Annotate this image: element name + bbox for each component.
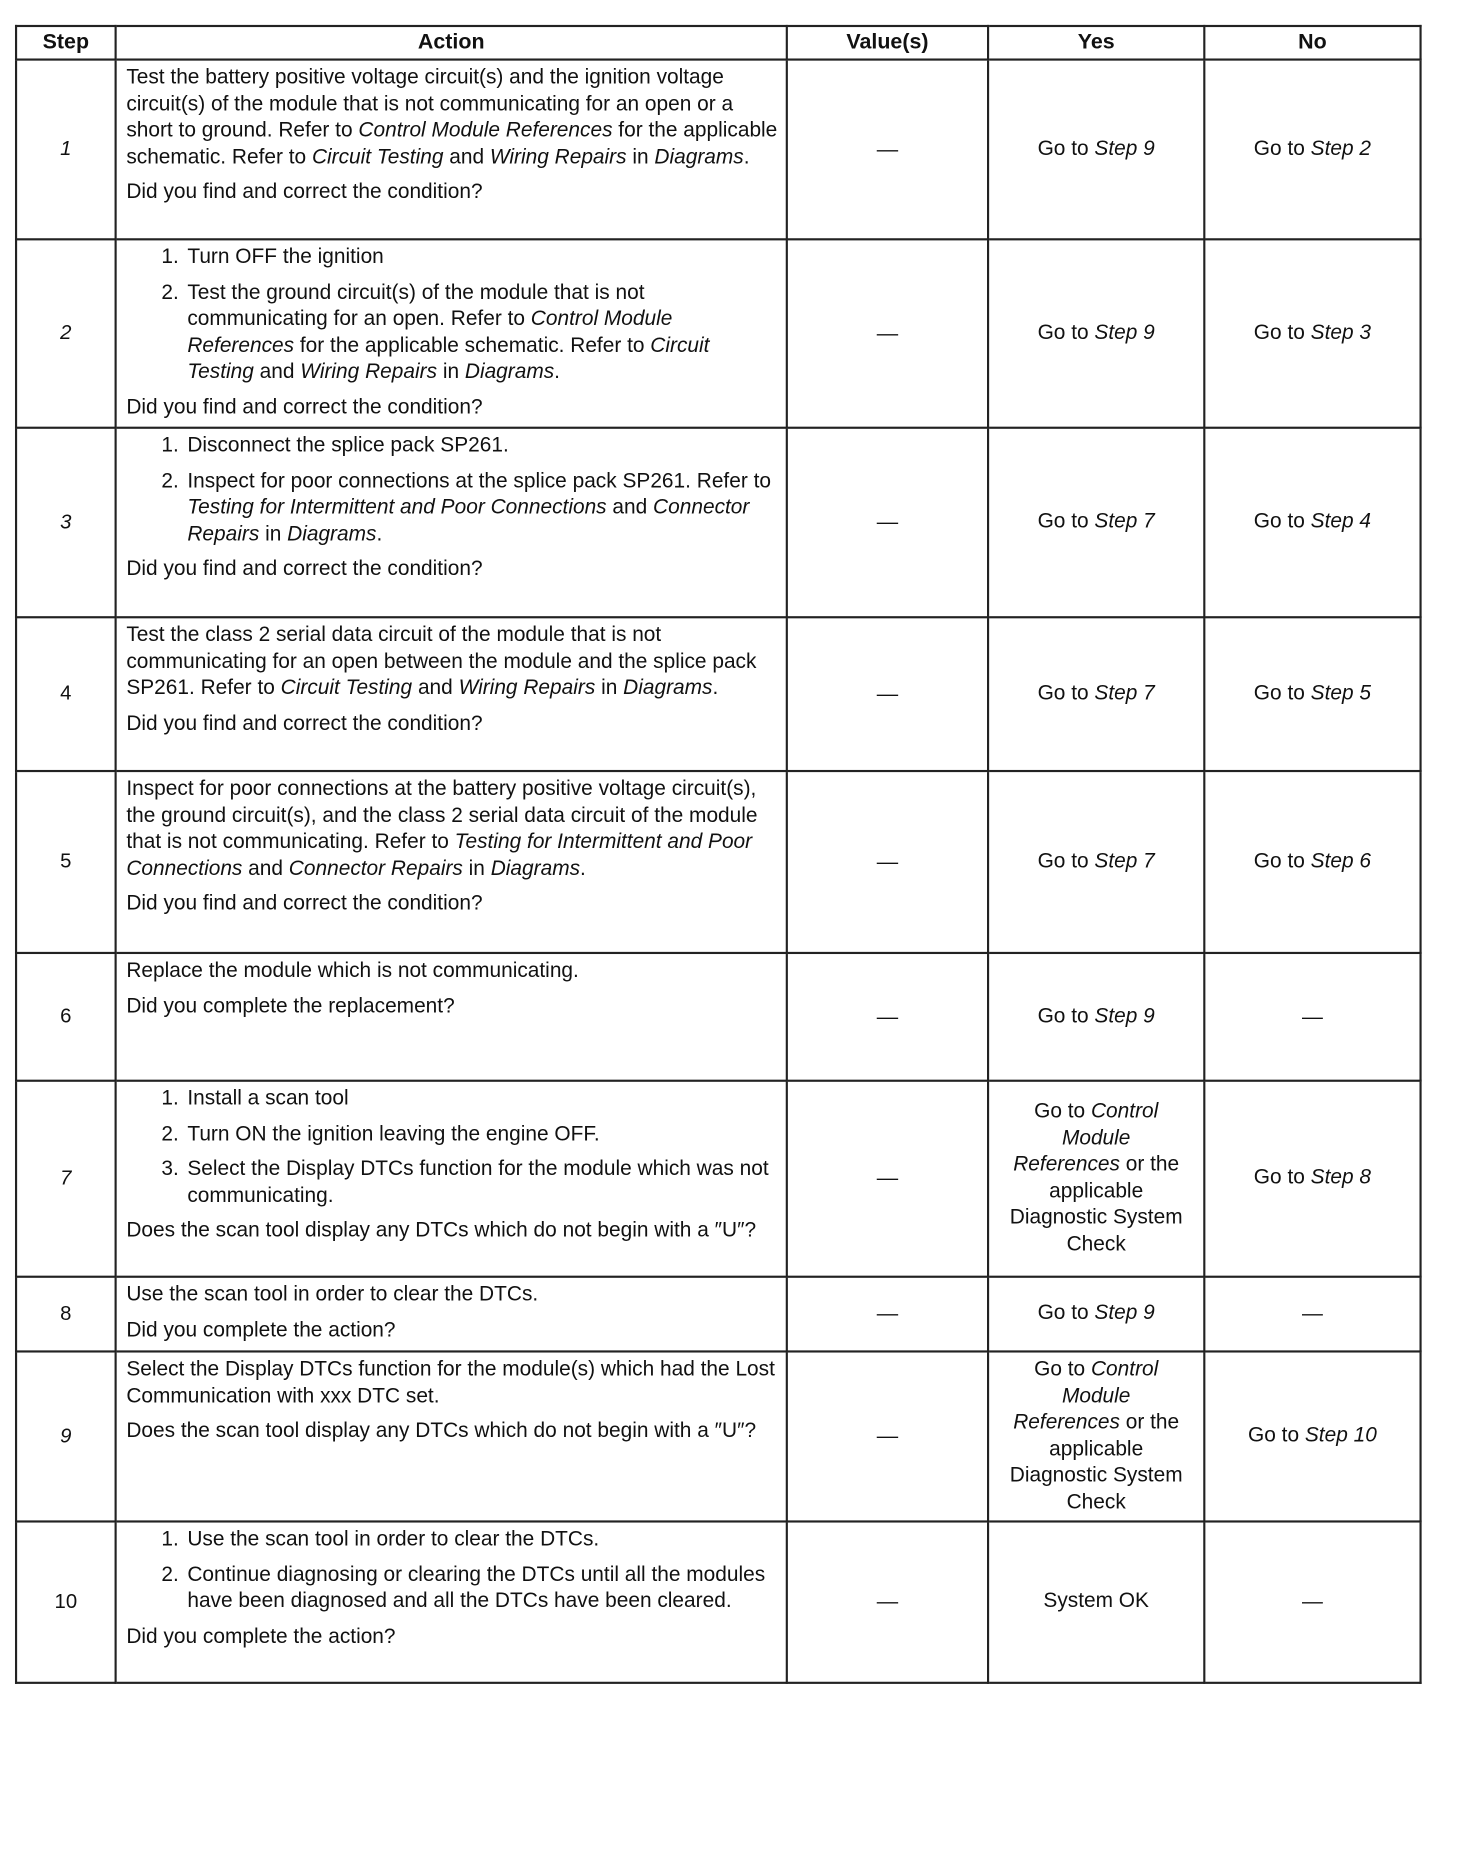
action-intro: Select the Display DTCs function for the module(s) which had the Lost Communication with xxx DTC set. [126,1356,775,1408]
action-question: Did you complete the action? [126,1623,396,1648]
action-intro: Inspect for poor connections at the battery positive voltage circuit(s), the ground circuit(s), and the class 2 serial data circuit of the module that is not communicating. Refer to Testing for Intermittent and Poor Connections and Connector Repairs in Diagrams. [126,776,758,880]
no-cell: — [1204,953,1420,1081]
value-cell: — [787,1351,988,1521]
no-cell: Go to Step 4 [1204,428,1420,618]
no-cell: Go to Step 8 [1204,1081,1420,1277]
action-cell [116,1081,787,1277]
yes-step-link[interactable]: Step 9 [1094,136,1155,160]
no-cell: Go to Step 3 [1204,239,1420,427]
yes-step-link[interactable]: Step 7 [1094,680,1155,705]
header-no: No [1204,26,1420,60]
no-step-link[interactable]: Step 4 [1310,509,1372,534]
table-row [16,1351,1420,1521]
action-intro: Test the class 2 serial data circuit of the module that is not communicating for an open between the module and the splice pack SP261. Refer to Circuit Testing and Wiring Repairs in Diagrams. [126,622,757,700]
action-cell [116,60,787,240]
yes-cell: Go to Step 7 [988,771,1204,953]
step-number: 5 [16,771,116,953]
action-list-item: 1. Use the scan tool in order to clear the DTCs. [161,1526,600,1551]
yes-step-link[interactable]: Step 9 [1094,320,1155,345]
no-step-link[interactable]: Step 5 [1310,680,1372,705]
action-list-item: 2. Turn ON the ignition leaving the engine OFF. [161,1121,600,1146]
action-list-item: 2. Test the ground circuit(s) of the module that is not communicating for an open. Refer to Control Module References for the applicable schematic. Refer to Circuit Testing and Wiring Repairs in Diagrams. [161,279,710,384]
yes-reference-link[interactable]: Control Module References [1013,1356,1159,1434]
table-row [16,617,1420,771]
action-question: Did you find and correct the condition? [126,179,483,204]
yes-cell [988,1521,1204,1682]
table-row [16,428,1420,618]
action-list-item: 1. Disconnect the splice pack SP261. [161,433,509,457]
action-question: Did you find and correct the condition? [126,394,483,419]
value-cell: — [787,1277,988,1352]
yes-result: System OK [1043,1588,1149,1613]
action-cell [116,1277,787,1352]
yes-cell: Go to Control Module References or the applicable Diagnostic System Check [988,1351,1204,1521]
action-list-item: 3. Select the Display DTCs function for the module which was not communicating. [161,1156,769,1207]
step-number: 3 [16,428,116,618]
yes-cell: Go to Step 9 [988,60,1204,240]
action-cell [116,1521,787,1682]
value-cell: — [787,1521,988,1682]
value-cell: — [787,617,988,771]
step-number: 1 [16,60,116,240]
action-question: Did you complete the action? [126,1317,396,1342]
no-cell: Go to Step 5 [1204,617,1420,771]
no-step-link[interactable]: Step 3 [1310,320,1372,345]
no-cell: Go to Step 2 [1204,60,1420,240]
step-number: 6 [16,953,116,1081]
action-cell [116,239,787,427]
action-cell [116,1351,787,1521]
no-step-link[interactable]: Step 8 [1310,1165,1372,1190]
action-question: Did you find and correct the condition? [126,710,483,735]
no-step-link[interactable]: Step 10 [1304,1423,1377,1448]
yes-cell: Go to Step 9 [988,953,1204,1081]
no-cell: — [1204,1277,1420,1352]
yes-step-link[interactable]: Step 9 [1094,1300,1155,1325]
yes-step-link[interactable]: Step 7 [1094,509,1155,534]
no-cell: — [1204,1521,1420,1682]
action-question: Does the scan tool display any DTCs which do not begin with a ″U″? [126,1418,757,1443]
header-values: Value(s) [787,26,988,60]
action-list-item: 1. Turn OFF the ignition [161,244,384,269]
table-row [16,1521,1420,1682]
header-yes: Yes [988,26,1204,60]
action-intro: Test the battery positive voltage circuit(s) and the ignition voltage circuit(s) of the module that is not communicating for an open or a short to ground. Refer to Control Module References for the applicable schematic. Refer to Circuit Testing and Wiring Repairs in Diagrams. [126,64,778,169]
header-step: Step [16,26,116,60]
yes-step-link[interactable]: Step 7 [1094,848,1155,873]
value-cell: — [787,953,988,1081]
step-number: 7 [16,1081,116,1277]
yes-cell: Go to Step 7 [988,428,1204,618]
action-question: Did you complete the replacement? [126,993,455,1018]
table-row [16,953,1420,1081]
yes-cell: Go to Step 9 [988,239,1204,427]
action-list-item: 1. Install a scan tool [161,1086,349,1110]
no-cell: Go to Step 6 [1204,771,1420,953]
no-step-link[interactable]: Step 6 [1310,848,1372,873]
yes-cell: Go to Step 9 [988,1277,1204,1352]
value-cell: — [787,1081,988,1277]
no-cell: Go to Step 10 [1204,1351,1420,1521]
yes-step-link[interactable]: Step 9 [1094,1003,1155,1028]
action-cell [116,953,787,1081]
header-action: Action [116,26,787,60]
action-cell [116,617,787,771]
value-cell: — [787,60,988,240]
step-number: 2 [16,239,116,427]
action-intro: Use the scan tool in order to clear the DTCs. [126,1282,539,1306]
action-intro: Replace the module which is not communicating. [126,958,579,983]
step-number: 10 [16,1521,116,1682]
table-row [16,1277,1420,1352]
step-number: 4 [16,617,116,771]
no-step-link[interactable]: Step 2 [1310,136,1372,160]
value-cell: — [787,239,988,427]
value-cell: — [787,771,988,953]
yes-cell: Go to Control Module References or the applicable Diagnostic System Check [988,1081,1204,1277]
action-question: Did you find and correct the condition? [126,556,483,581]
yes-cell: Go to Step 7 [988,617,1204,771]
action-list-item: 2. Inspect for poor connections at the splice pack SP261. Refer to Testing for Intermittent and Poor Connections and Connector Repairs in Diagrams. [161,468,772,546]
table-row [16,771,1420,953]
table-row [16,1081,1420,1277]
table-row [16,239,1420,427]
action-cell [116,771,787,953]
action-list-item: 2. Continue diagnosing or clearing the DTCs until all the modules have been diagnosed and all the DTCs have been cleared. [161,1562,766,1613]
header-row [16,26,1420,60]
diagnostic-table [15,25,1422,1684]
action-cell [116,428,787,618]
action-question: Did you find and correct the condition? [126,891,483,916]
step-number: 9 [16,1351,116,1521]
step-number: 8 [16,1277,116,1352]
yes-reference-link[interactable]: Control Module References [1013,1099,1159,1177]
action-question: Does the scan tool display any DTCs which do not begin with a ″U″? [126,1218,757,1243]
table-row [16,60,1420,240]
value-cell: — [787,428,988,618]
